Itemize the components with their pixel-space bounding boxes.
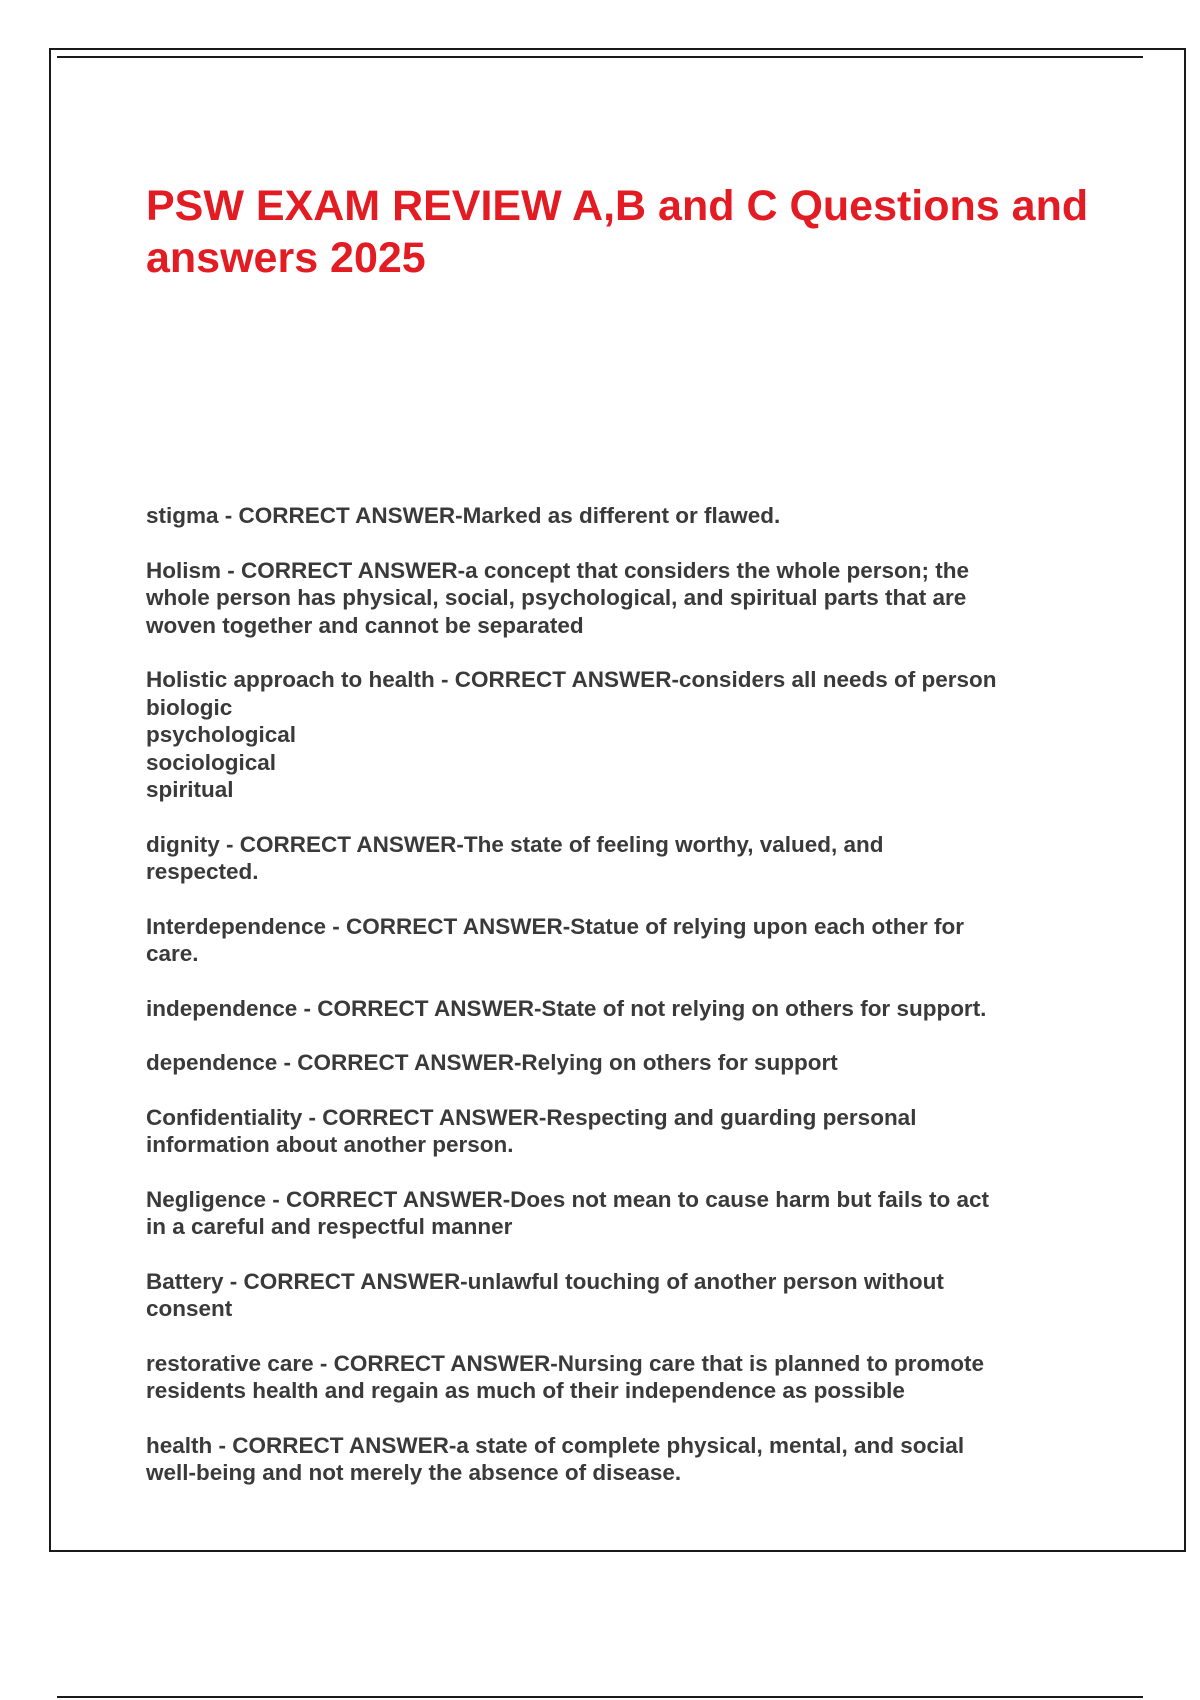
qa-list <box>146 502 1106 1514</box>
qa-entry <box>146 1104 1106 1159</box>
qa-entry <box>146 666 1106 804</box>
top-rule <box>57 56 1143 58</box>
qa-entry-text: Holistic approach to health - CORRECT ANSWER-considers all needs of person biologic psychological sociological spiritual <box>146 667 997 802</box>
qa-entry-text: Battery - CORRECT ANSWER-unlawful touching of another person without consent <box>146 1268 944 1321</box>
qa-entry <box>146 557 1106 640</box>
qa-entry <box>146 831 1106 886</box>
qa-entry-text: dignity - CORRECT ANSWER-The state of feeling worthy, valued, and respected. <box>146 831 884 884</box>
qa-entry-text: independence - CORRECT ANSWER-State of not relying on others for support. <box>146 995 987 1021</box>
bottom-rule <box>57 1696 1143 1698</box>
document-title: PSW EXAM REVIEW A,B and C Questions and answers 2025 <box>146 182 1089 282</box>
qa-entry <box>146 502 1106 530</box>
qa-entry-text: Interdependence - CORRECT ANSWER-Statue of relying upon each other for care. <box>146 913 964 966</box>
qa-entry-text: health - CORRECT ANSWER-a state of complete physical, mental, and social well-being and not merely the absence of disease. <box>146 1432 965 1485</box>
qa-entry-text: Holism - CORRECT ANSWER-a concept that considers the whole person; the whole person has physical, social, psychological, and spiritual parts that are woven together and cannot be separated <box>146 557 969 638</box>
qa-entry <box>146 1432 1106 1487</box>
qa-entry <box>146 1350 1106 1405</box>
qa-entry-text: dependence - CORRECT ANSWER-Relying on others for support <box>146 1050 838 1075</box>
qa-entry <box>146 913 1106 968</box>
qa-entry <box>146 1186 1106 1241</box>
qa-entry-text: stigma - CORRECT ANSWER-Marked as different or flawed. <box>146 503 781 528</box>
qa-entry <box>146 1049 1106 1077</box>
qa-entry <box>146 995 1106 1023</box>
qa-entry-text: Confidentiality - CORRECT ANSWER-Respecting and guarding personal information about another person. <box>146 1104 917 1157</box>
qa-entry <box>146 1268 1106 1323</box>
qa-entry-text: Negligence - CORRECT ANSWER-Does not mean to cause harm but fails to act in a careful and respectful manner <box>146 1186 990 1239</box>
qa-entry-text: restorative care - CORRECT ANSWER-Nursing care that is planned to promote residents health and regain as much of their independence as possible <box>146 1350 985 1403</box>
